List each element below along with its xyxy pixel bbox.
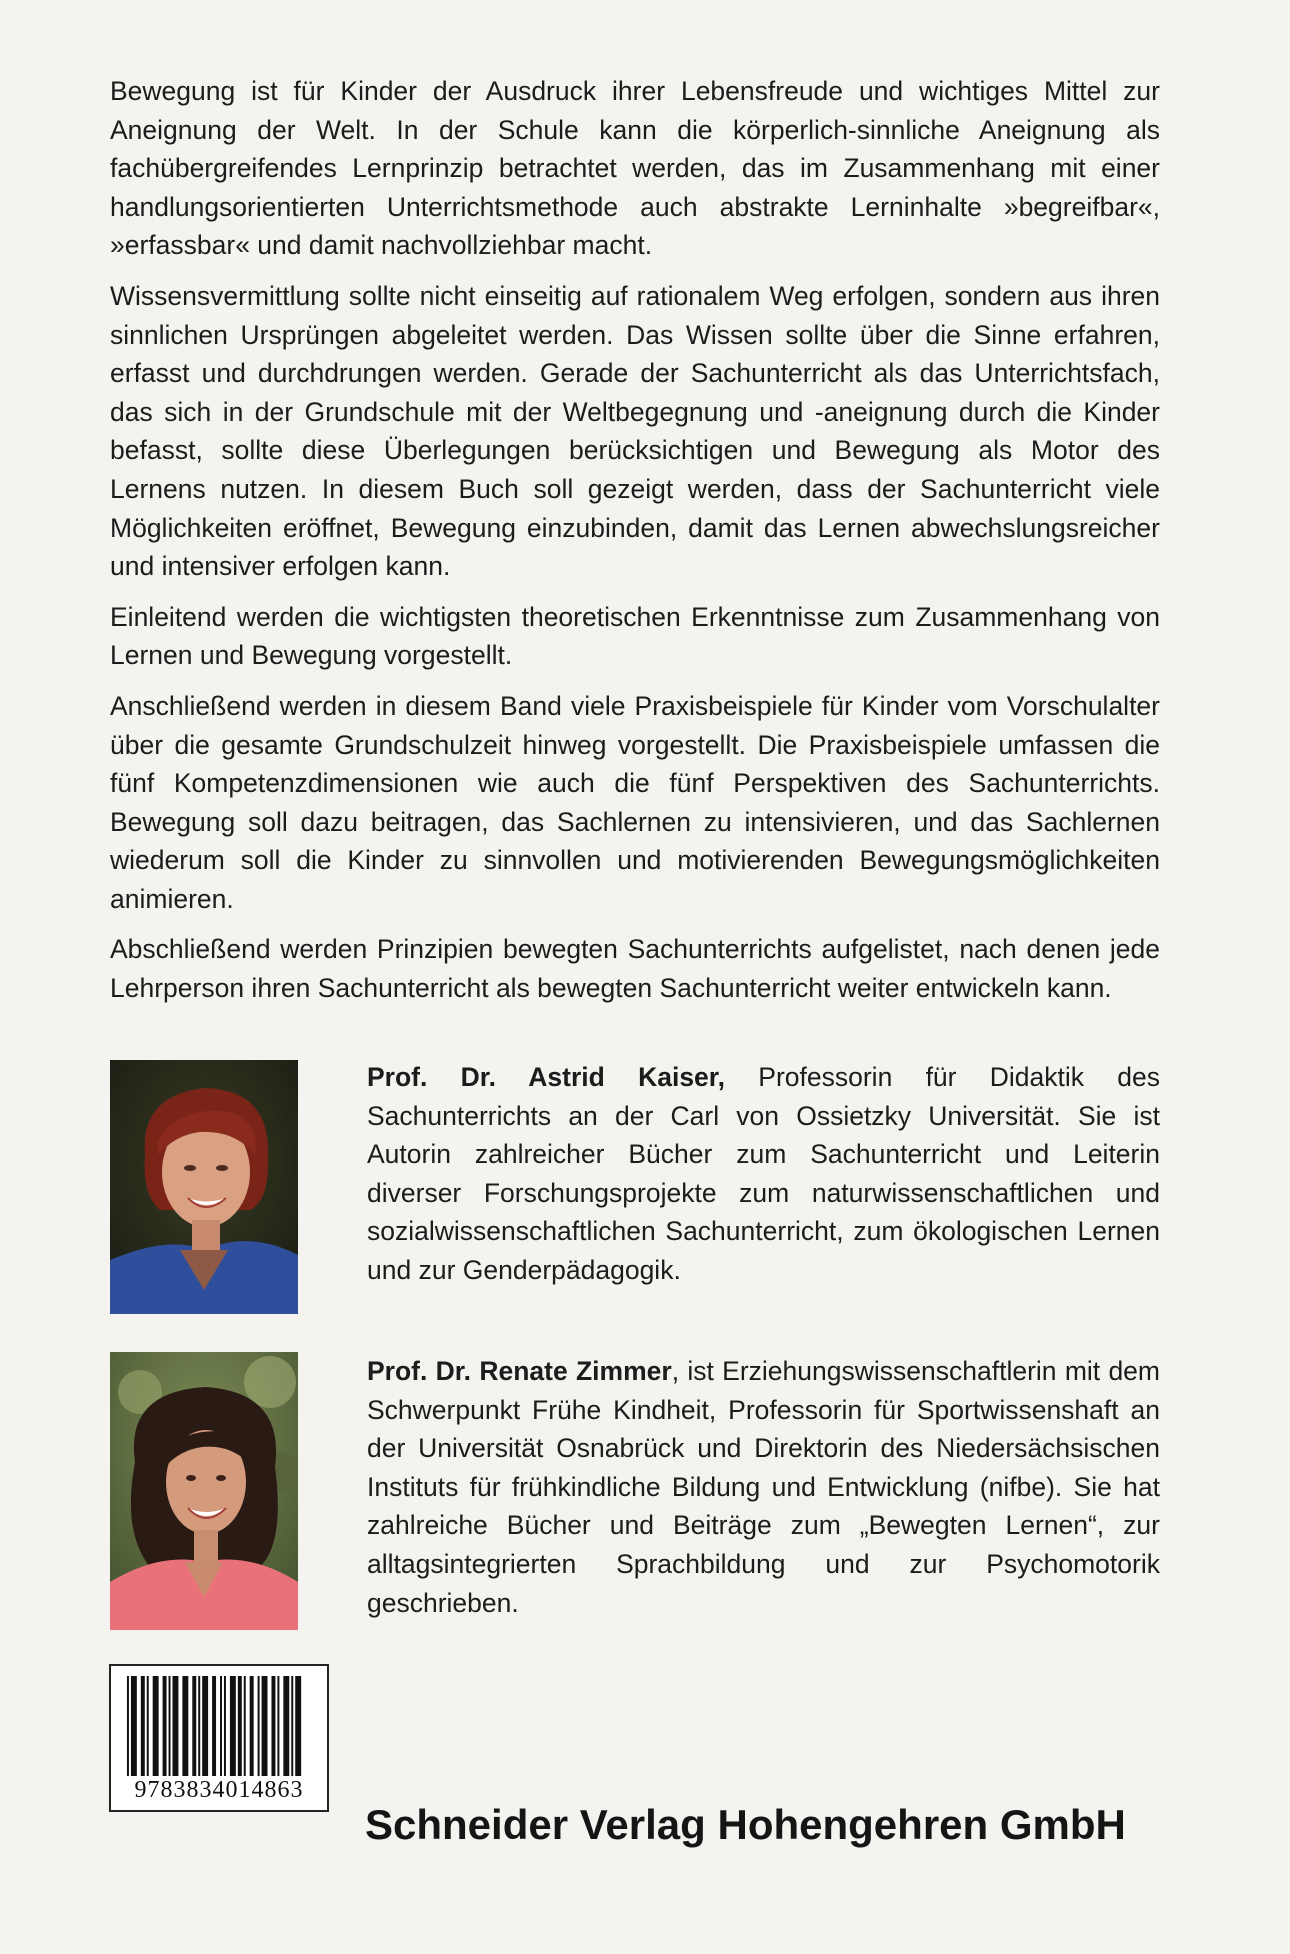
- blurb-paragraph-3: Einleitend werden die wichtigsten theoretischen Erkenntnisse zum Zusammenhang von Lernen und Bewegung vorgestellt.: [110, 601, 1160, 671]
- blurb-text: [110, 72, 1160, 1020]
- barcode-bar: [283, 1676, 289, 1776]
- barcode-bar: [163, 1676, 167, 1776]
- barcode-bar: [250, 1676, 254, 1776]
- blurb-paragraph-4: Anschließend werden in diesem Band viele Praxisbeispiele für Kinder vom Vorschulalter über die gesamte Grundschulzeit hinweg vorgestellt. Die Praxisbeispiele umfassen die fünf Kompetenzdimensionen wie auch die fünf Perspektiven des Sachunterrichts. Bewegung soll dazu beitragen, das Sachlernen zu intensivieren, und das Sachlernen wiederum soll die Kinder zu sinnvollen und motivierenden Bewegungsmöglichkeiten animieren.: [110, 690, 1160, 914]
- barcode-bar: [212, 1676, 216, 1776]
- barcode-bar: [182, 1676, 188, 1776]
- barcode-bar: [169, 1676, 171, 1776]
- barcode-bar: [141, 1676, 145, 1776]
- barcode-bar: [147, 1676, 149, 1776]
- barcode-bar: [202, 1676, 208, 1776]
- author-description-zimmer: , ist Erziehungswissenschaftlerin mit dem Schwerpunkt Frühe Kindheit, Professorin für Sportwissenshaft an der Universität Osnabrück und Direktorin des Niedersächsischen Instituts für frühkindliche Bildung und Entwicklung (nifbe). Sie hat zahlreiche Bücher und Beiträge zum „Bewegten Lernen“, zur alltagsintegrierten Sprachbildung und zur Psychomotorik geschrieben.: [367, 1356, 1160, 1618]
- author-photo-kaiser: [110, 1060, 298, 1314]
- blurb-paragraph-2: Wissensvermittlung sollte nicht einseitig auf rationalem Weg erfolgen, sondern aus ihren sinnlichen Ursprüngen abgeleitet werden. Das Wissen sollte über die Sinne erfahren, erfasst und durchdrungen werden. Gerade der Sachunterricht als das Unterrichtsfach, das sich in der Grundschule mit der Weltbegegnung und -aneignung durch die Kinder befasst, sollte diese Überlegungen berücksichtigen und Bewegung als Motor des Lernens nutzen. In diesem Buch soll gezeigt werden, dass der Sachunterricht viele Möglichkeiten eröffnet, Bewegung einzubinden, damit das Lernen abwechslungsreicher und intensiver erfolgen kann.: [110, 280, 1160, 582]
- barcode-isbn-digits: 9783834014863: [134, 1777, 304, 1803]
- barcode-bar: [230, 1676, 236, 1776]
- barcode-bar: [277, 1676, 279, 1776]
- barcode: [109, 1664, 329, 1812]
- portrait-image: [110, 1352, 298, 1630]
- barcode-bar: [271, 1676, 275, 1776]
- barcode-bar: [153, 1676, 159, 1776]
- barcode-bar: [198, 1676, 200, 1776]
- barcode-bar: [127, 1676, 129, 1776]
- barcode-bar: [291, 1676, 293, 1776]
- author-name-kaiser: Prof. Dr. Astrid Kaiser,: [367, 1062, 726, 1092]
- barcode-bar: [192, 1676, 196, 1776]
- author-bio-kaiser: [367, 1058, 1160, 1290]
- barcode-bar: [172, 1676, 178, 1776]
- barcode-bar: [131, 1676, 137, 1776]
- barcode-bar: [220, 1676, 222, 1776]
- author-bio-zimmer: [367, 1352, 1160, 1622]
- barcode-bar: [258, 1676, 260, 1776]
- portrait-image: [110, 1060, 298, 1314]
- barcode-bars: [123, 1676, 317, 1776]
- blurb-paragraph-1: Bewegung ist für Kinder der Ausdruck ihrer Lebensfreude und wichtiges Mittel zur Aneignung der Welt. In der Schule kann die körperlich-sinnliche Aneignung als fachübergreifendes Lernprinzip betrachtet werden, das im Zusammenhang mit einer handlungsorientierten Unterrichtsmethode auch abstrakte Lerninhalte »begreifbar«, »erfassbar« und damit nachvollziehbar macht.: [110, 76, 1160, 261]
- blurb-paragraph-5: Abschließend werden Prinzipien bewegten Sachunterrichts aufgelistet, nach denen jede Lehrperson ihren Sachunterricht als bewegten Sachunterricht weiter entwickeln kann.: [110, 934, 1160, 1004]
- publisher-name: Schneider Verlag Hohengehren GmbH: [365, 1801, 1126, 1848]
- author-photo-zimmer: [110, 1352, 298, 1630]
- author-description-kaiser: Professorin für Didaktik des Sachunterrichts an der Carl von Ossietzky Universität. Sie ist Autorin zahlreicher Bücher zum Sachunterricht und Leiterin diverser Forschungsprojekte zum naturwissenschaftlichen und sozialwissenschaftlichen Sachunterricht, zum ökologischen Lernen und zur Genderpädagogik.: [367, 1062, 1160, 1285]
- barcode-bar: [295, 1676, 301, 1776]
- author-name-zimmer: Prof. Dr. Renate Zimmer: [367, 1356, 672, 1386]
- barcode-bar: [262, 1676, 268, 1776]
- barcode-bar: [238, 1676, 242, 1776]
- barcode-bar: [244, 1676, 246, 1776]
- barcode-bar: [224, 1676, 226, 1776]
